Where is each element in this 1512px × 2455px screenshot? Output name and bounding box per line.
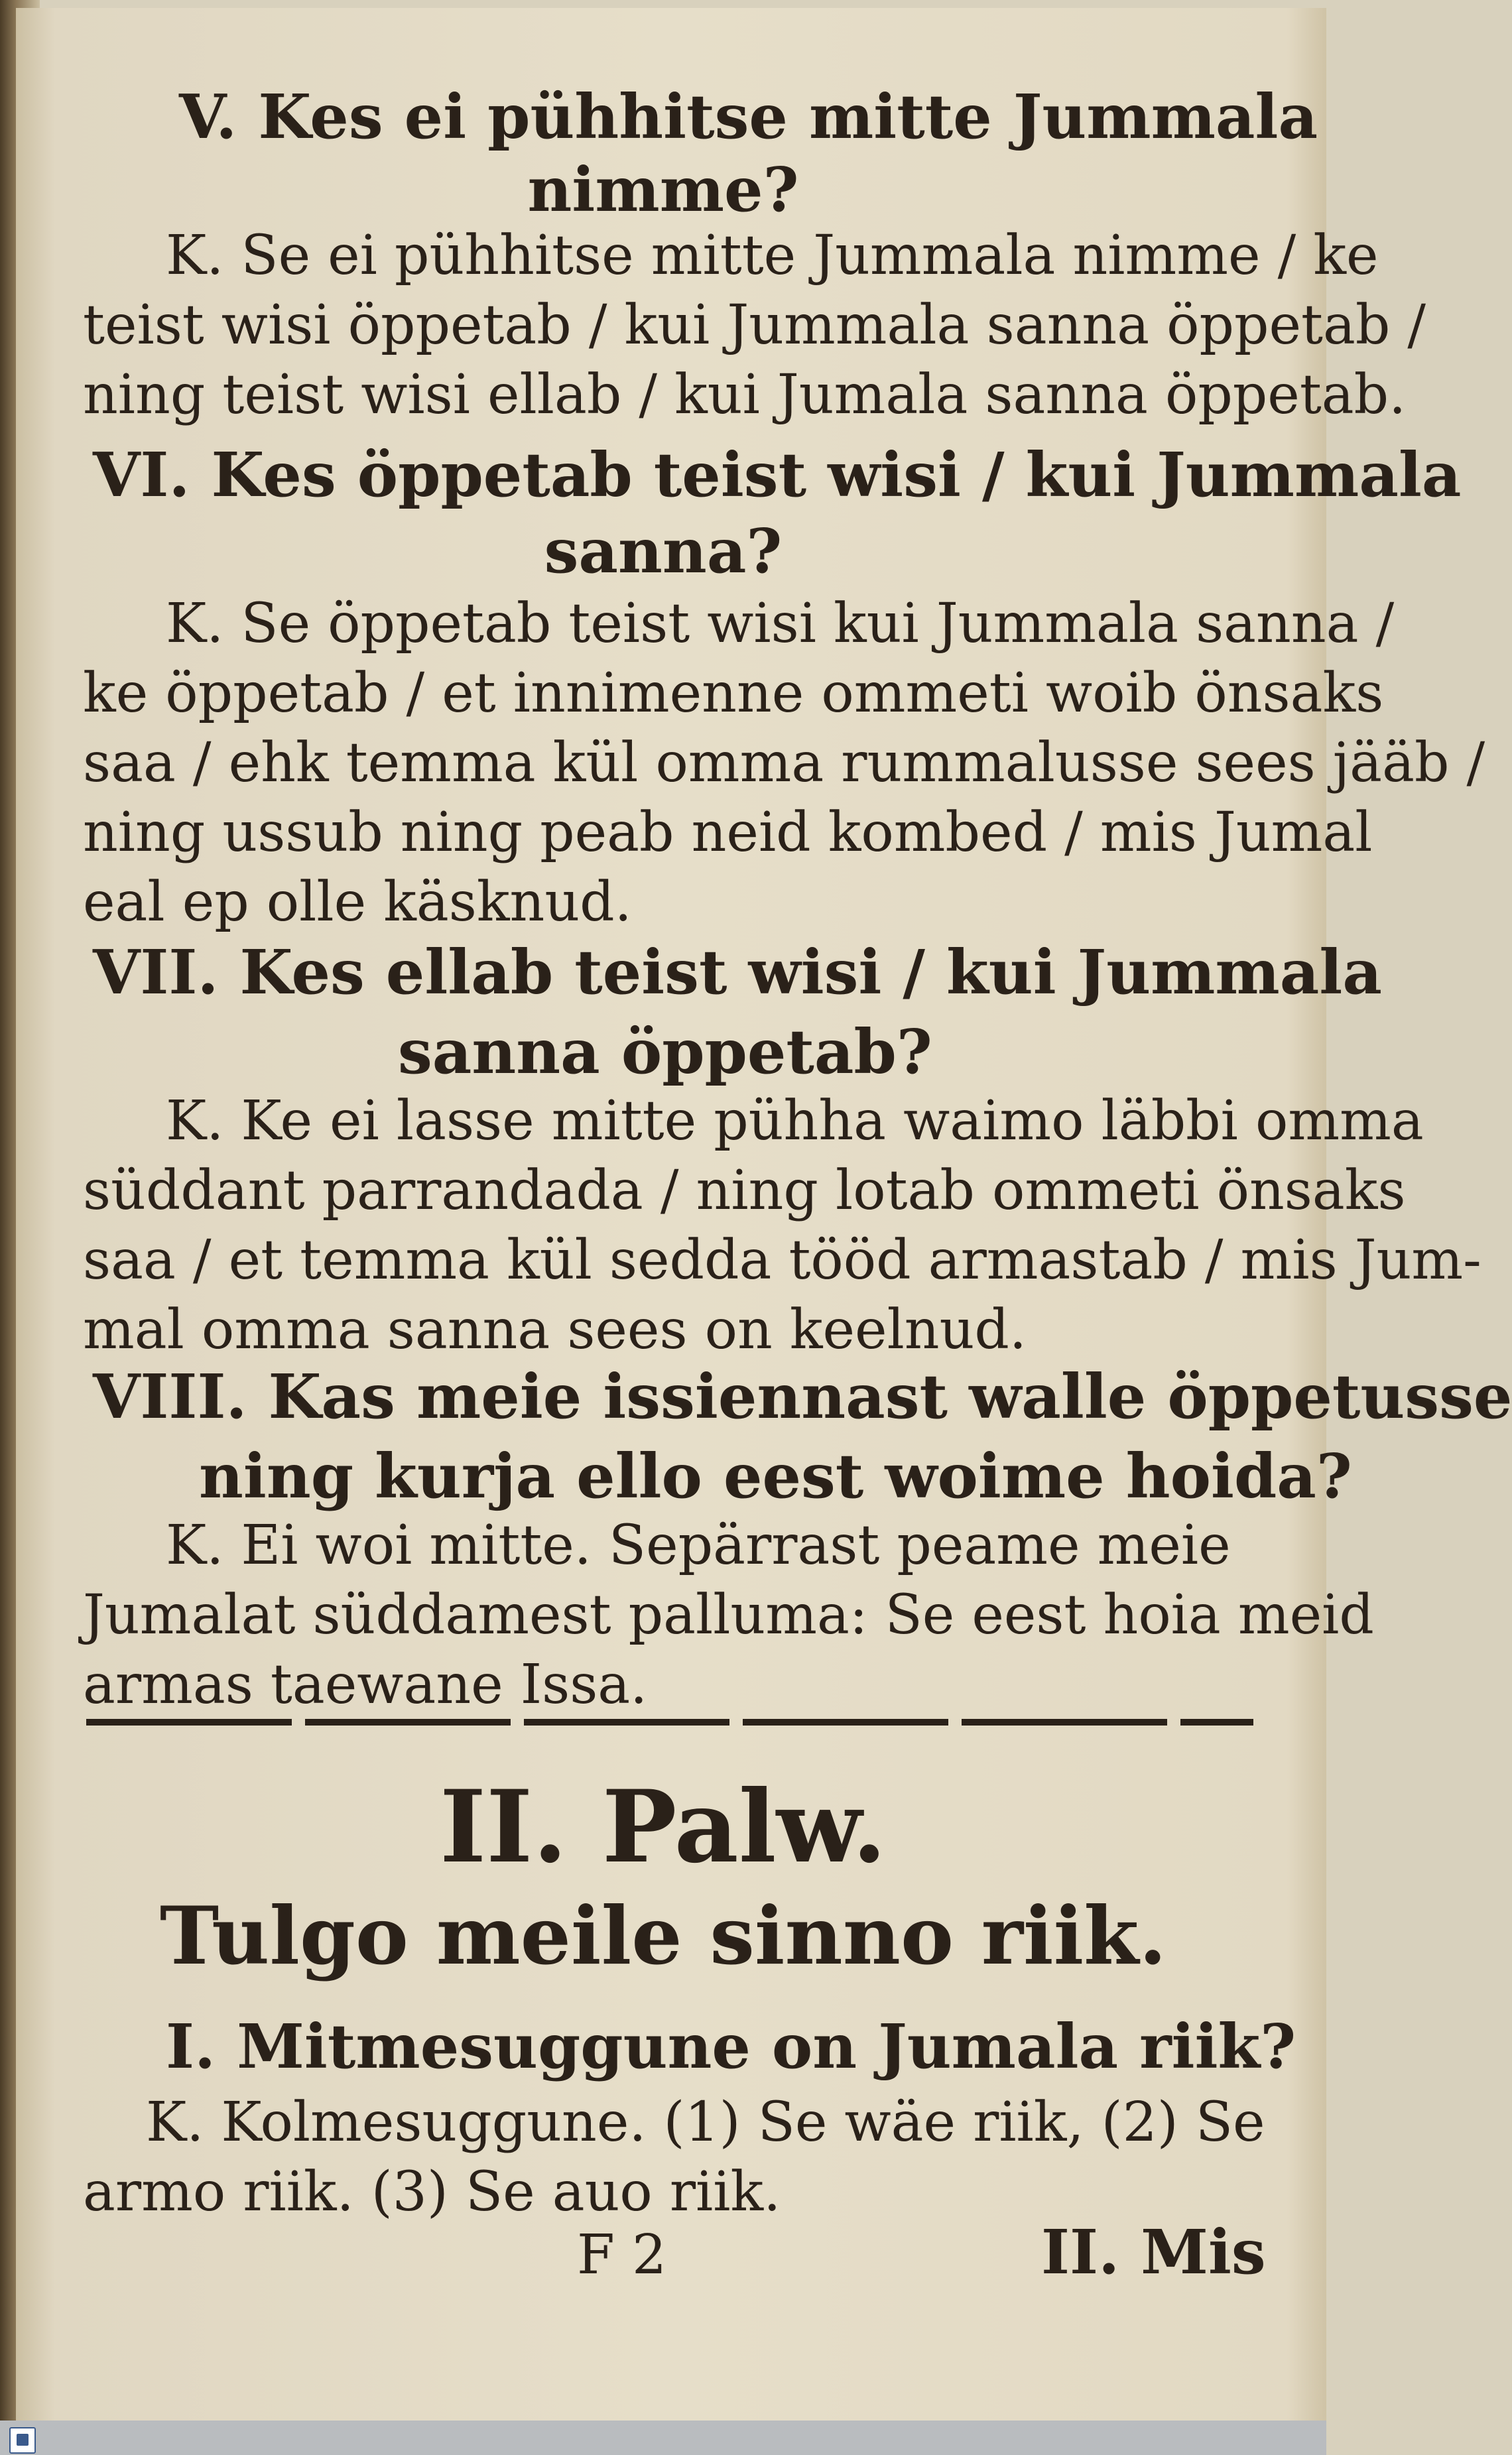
question-1-line-1: I. Mitmesuggune on Jumala riik? (166, 2011, 1296, 2082)
question-7-line-2: sanna öppetab? (398, 1016, 932, 1088)
catchword: II. Mis (1041, 2216, 1266, 2288)
answer-7-line-2: süddant parrandada / ning lotab ommeti önsaks (83, 1159, 1406, 1222)
question-8-line-1: VIII. Kas meie issiennast walle öppetusse (93, 1361, 1512, 1432)
question-8-line-2: ning kurja ello eest woime hoida? (199, 1440, 1352, 1512)
answer-7-line-3: saa / et temma kül sedda tööd armastab / mis Jum- (83, 1229, 1481, 1292)
answer-7-line-1: K. Ke ei lasse mitte pühha waimo läbbi omma (166, 1090, 1424, 1153)
question-7-line-1: VII. Kes ellab teist wisi / kui Jummala (93, 936, 1382, 1008)
library-logo-icon (9, 2427, 36, 2454)
answer-7-line-4: mal omma sanna sees on keelnud. (83, 1298, 1027, 1361)
answer-5-line-2: teist wisi öppetab / kui Jummala sanna öppetab / (83, 294, 1426, 357)
answer-1-line-1: K. Kolmesuggune. (1) Se wäe riik, (2) Se (146, 2091, 1265, 2154)
answer-5-line-1: K. Se ei pühhitse mitte Jummala nimme / ke (166, 224, 1379, 287)
viewer-bottom-bar (0, 2421, 1326, 2455)
answer-8-line-2: Jumalat süddamest palluma: Se eest hoia meid (83, 1584, 1374, 1647)
answer-6-line-5: eal ep olle käsknud. (83, 871, 632, 934)
answer-8-line-1: K. Ei woi mitte. Sepärrast peame meie (166, 1514, 1231, 1577)
answer-6-line-4: ning ussub ning peab neid kombed / mis Jumal (83, 801, 1373, 864)
section-divider (86, 1719, 1253, 1726)
answer-6-line-2: ke öppetab / et innimenne ommeti woib önsaks (83, 662, 1384, 725)
section-heading: II. Palw. (440, 1769, 887, 1885)
answer-6-line-1: K. Se öppetab teist wisi kui Jummala sanna / (166, 592, 1395, 655)
question-6-line-2: sanna? (544, 515, 783, 587)
question-5-line-1: V. Kes ei pühhitse mitte Jummala (179, 81, 1318, 153)
question-6-line-1: VI. Kes öppetab teist wisi / kui Jummala (93, 439, 1462, 511)
section-subheading: Tulgo meile sinno riik. (159, 1889, 1167, 1983)
answer-6-line-3: saa / ehk temma kül omma rummalusse sees jääb / (83, 731, 1485, 794)
answer-5-line-3: ning teist wisi ellab / kui Jumala sanna öppetab. (83, 363, 1407, 426)
answer-1-line-2: armo riik. (3) Se auo riik. (83, 2161, 781, 2224)
signature-mark: F 2 (577, 2224, 667, 2287)
answer-8-line-3: armas taewane Issa. (83, 1653, 648, 1716)
question-5-line-2: nimme? (527, 154, 799, 225)
